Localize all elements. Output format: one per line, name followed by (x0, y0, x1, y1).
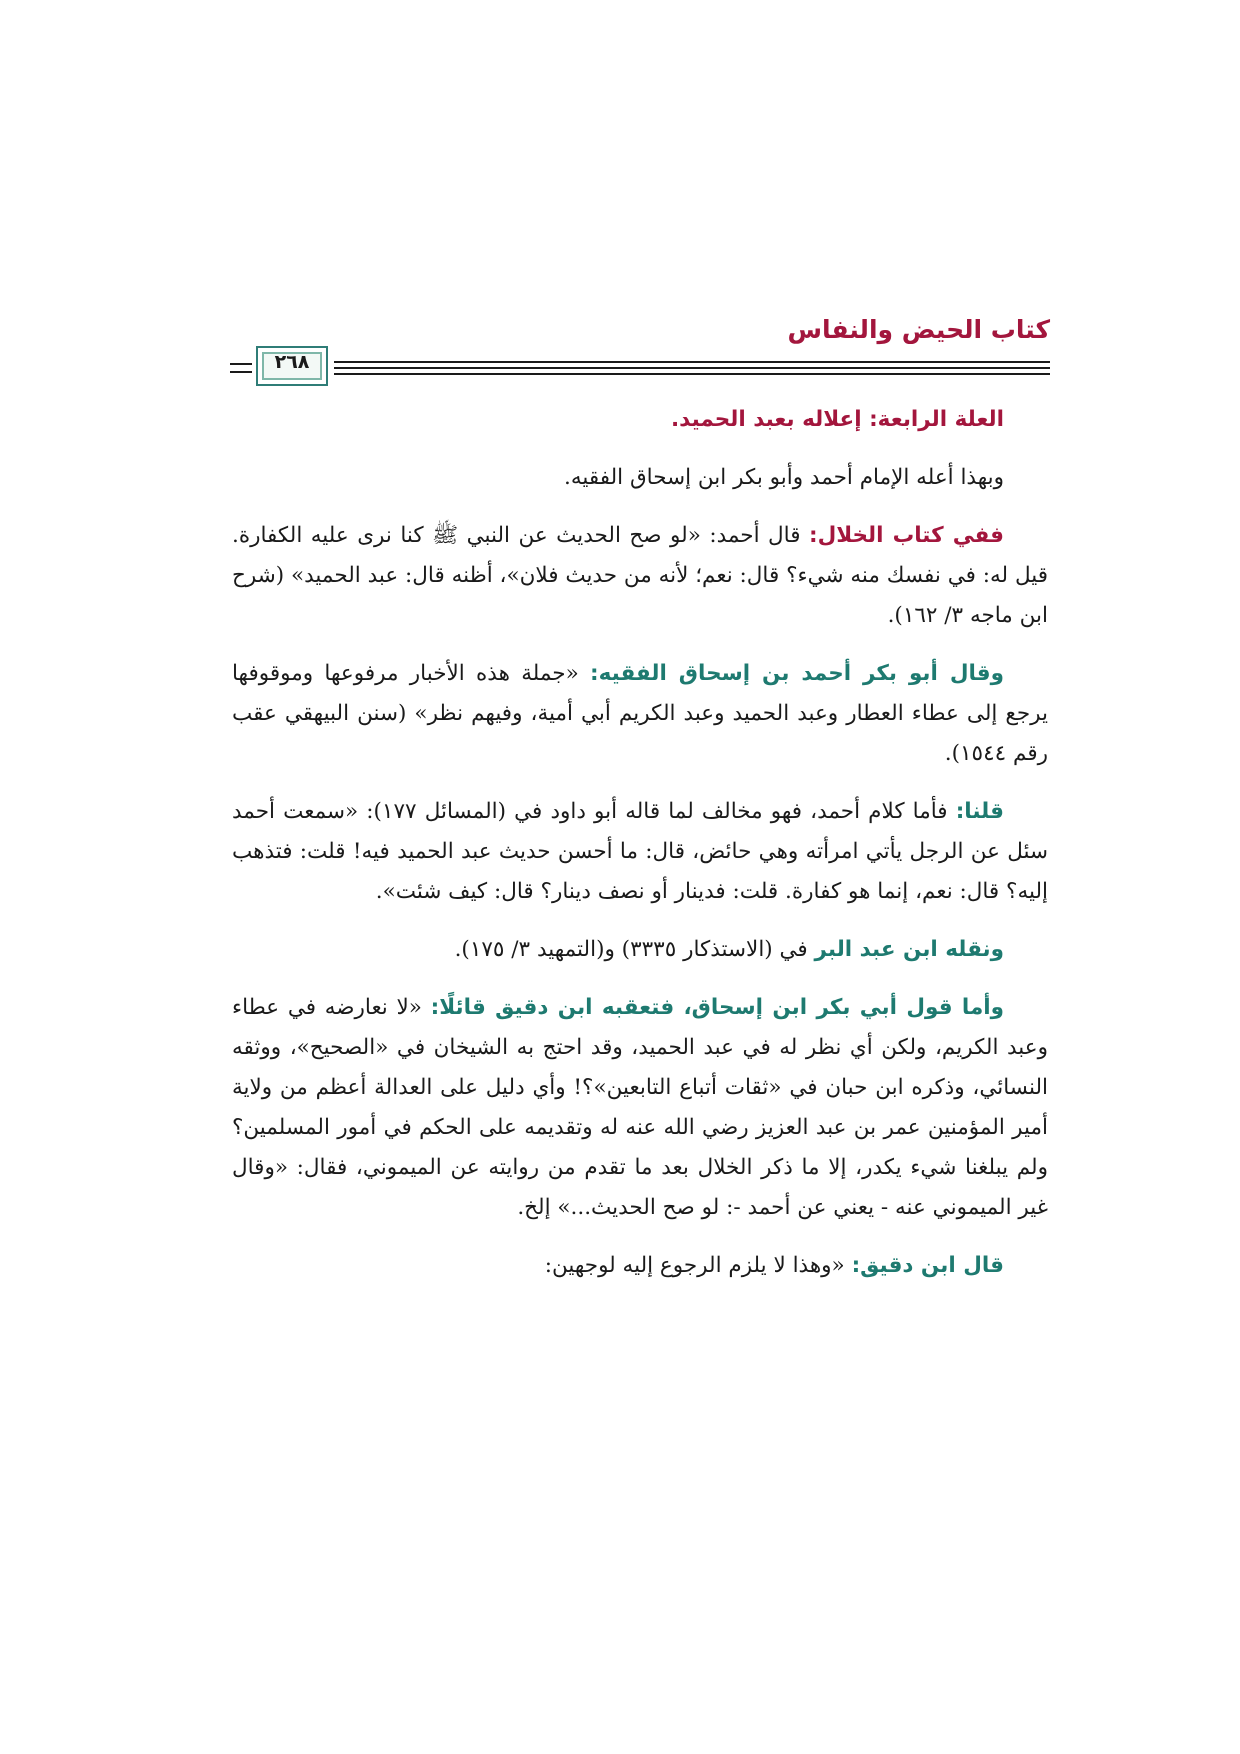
paragraph-4-text: فأما كلام أحمد، فهو مخالف لما قاله أبو داود في (المسائل ١٧٧): «سمعت أحمد سئل عن الرجل يأتي امرأته وهي حائض، قال: ما أحسن حديث عبد الحميد فيه! قلت: فتذهب إليه؟ قال: نعم، إنما هو كفارة. قلت: فدينار أو نصف دينار؟ قال: كيف شئت». (232, 799, 1048, 904)
paragraph-6-lead: وأما قول أبي بكر ابن إسحاق، فتعقبه ابن دقيق قائلًا: (430, 995, 1004, 1020)
section-heading-text: العلة الرابعة: إعلاله بعبد الحميد. (671, 407, 1004, 432)
paragraph-1-text: وبهذا أعله الإمام أحمد وأبو بكر ابن إسحاق الفقيه. (564, 465, 1004, 490)
paragraph-5-text: في (الاستذكار ٣٣٣٥) و(التمهيد ٣/ ١٧٥). (454, 937, 815, 962)
paragraph-2-text: قال أحمد: «لو صح الحديث عن النبي ﷺ كنا نرى عليه الكفارة. قيل له: في نفسك منه شيء؟ قال: نعم؛ لأنه من حديث فلان»، أظنه قال: عبد الحميد» (شرح ابن ماجه ٣/ ١٦٢). (232, 523, 1048, 628)
section-heading (232, 400, 1048, 440)
paragraph-4 (232, 792, 1048, 912)
paragraph-7-text: «وهذا لا يلزم الرجوع إليه لوجهين: (544, 1253, 852, 1278)
header-rule-2 (334, 367, 1050, 369)
paragraph-5-lead: ونقله ابن عبد البر (814, 937, 1004, 962)
paragraph-6-text: «لا نعارضه في عطاء وعبد الكريم، ولكن أي نظر له في عبد الحميد، وقد احتج به الشيخان في «الصحيح»، ووثقه النسائي، وذكره ابن حبان في «ثقات أتباع التابعين»؟! وأي دليل على العدالة أعظم من ولاية أمير المؤمنين عمر بن عبد العزيز رضي الله عنه له وتقديمه على الحكم في أمور المسلمين؟ ولم يبلغنا شيء يكدر، إلا ما ذكر الخلال بعد ما تقدم من روايته عن الميموني، فقال: «وقال غير الميموني عنه - يعني عن أحمد -: لو صح الحديث...» إلخ. (232, 995, 1048, 1220)
paragraph-7 (232, 1246, 1048, 1286)
paragraph-5 (232, 930, 1048, 970)
paragraph-7-lead: قال ابن دقيق: (851, 1253, 1004, 1278)
page-number-frame (256, 346, 328, 386)
header-rule-left-top (230, 363, 252, 365)
book-title: كتاب الحيض والنفاس (787, 315, 1050, 344)
paragraph-1 (232, 458, 1048, 498)
paragraph-2-lead: ففي كتاب الخلال: (808, 523, 1005, 548)
paragraph-4-lead: قلنا: (955, 799, 1004, 824)
paragraph-3-text: «جملة هذه الأخبار مرفوعها وموقوفها يرجع إلى عطاء العطار وعبد الحميد وعبد الكريم أبي أمية، وفيهم نظر» (سنن البيهقي عقب رقم ١٥٤٤). (232, 661, 1048, 766)
paragraph-6 (232, 988, 1048, 1228)
page-number: ٢٦٨ (274, 351, 310, 373)
paragraph-3-lead: وقال أبو بكر أحمد بن إسحاق الفقيه: (590, 661, 1004, 686)
header-rule-1 (334, 361, 1050, 363)
paragraph-2 (232, 516, 1048, 636)
paragraph-3 (232, 654, 1048, 774)
header-rule-3 (334, 373, 1050, 375)
page-body (232, 400, 1048, 1304)
page-header (230, 315, 1050, 385)
header-rule-left-bottom (230, 371, 252, 373)
